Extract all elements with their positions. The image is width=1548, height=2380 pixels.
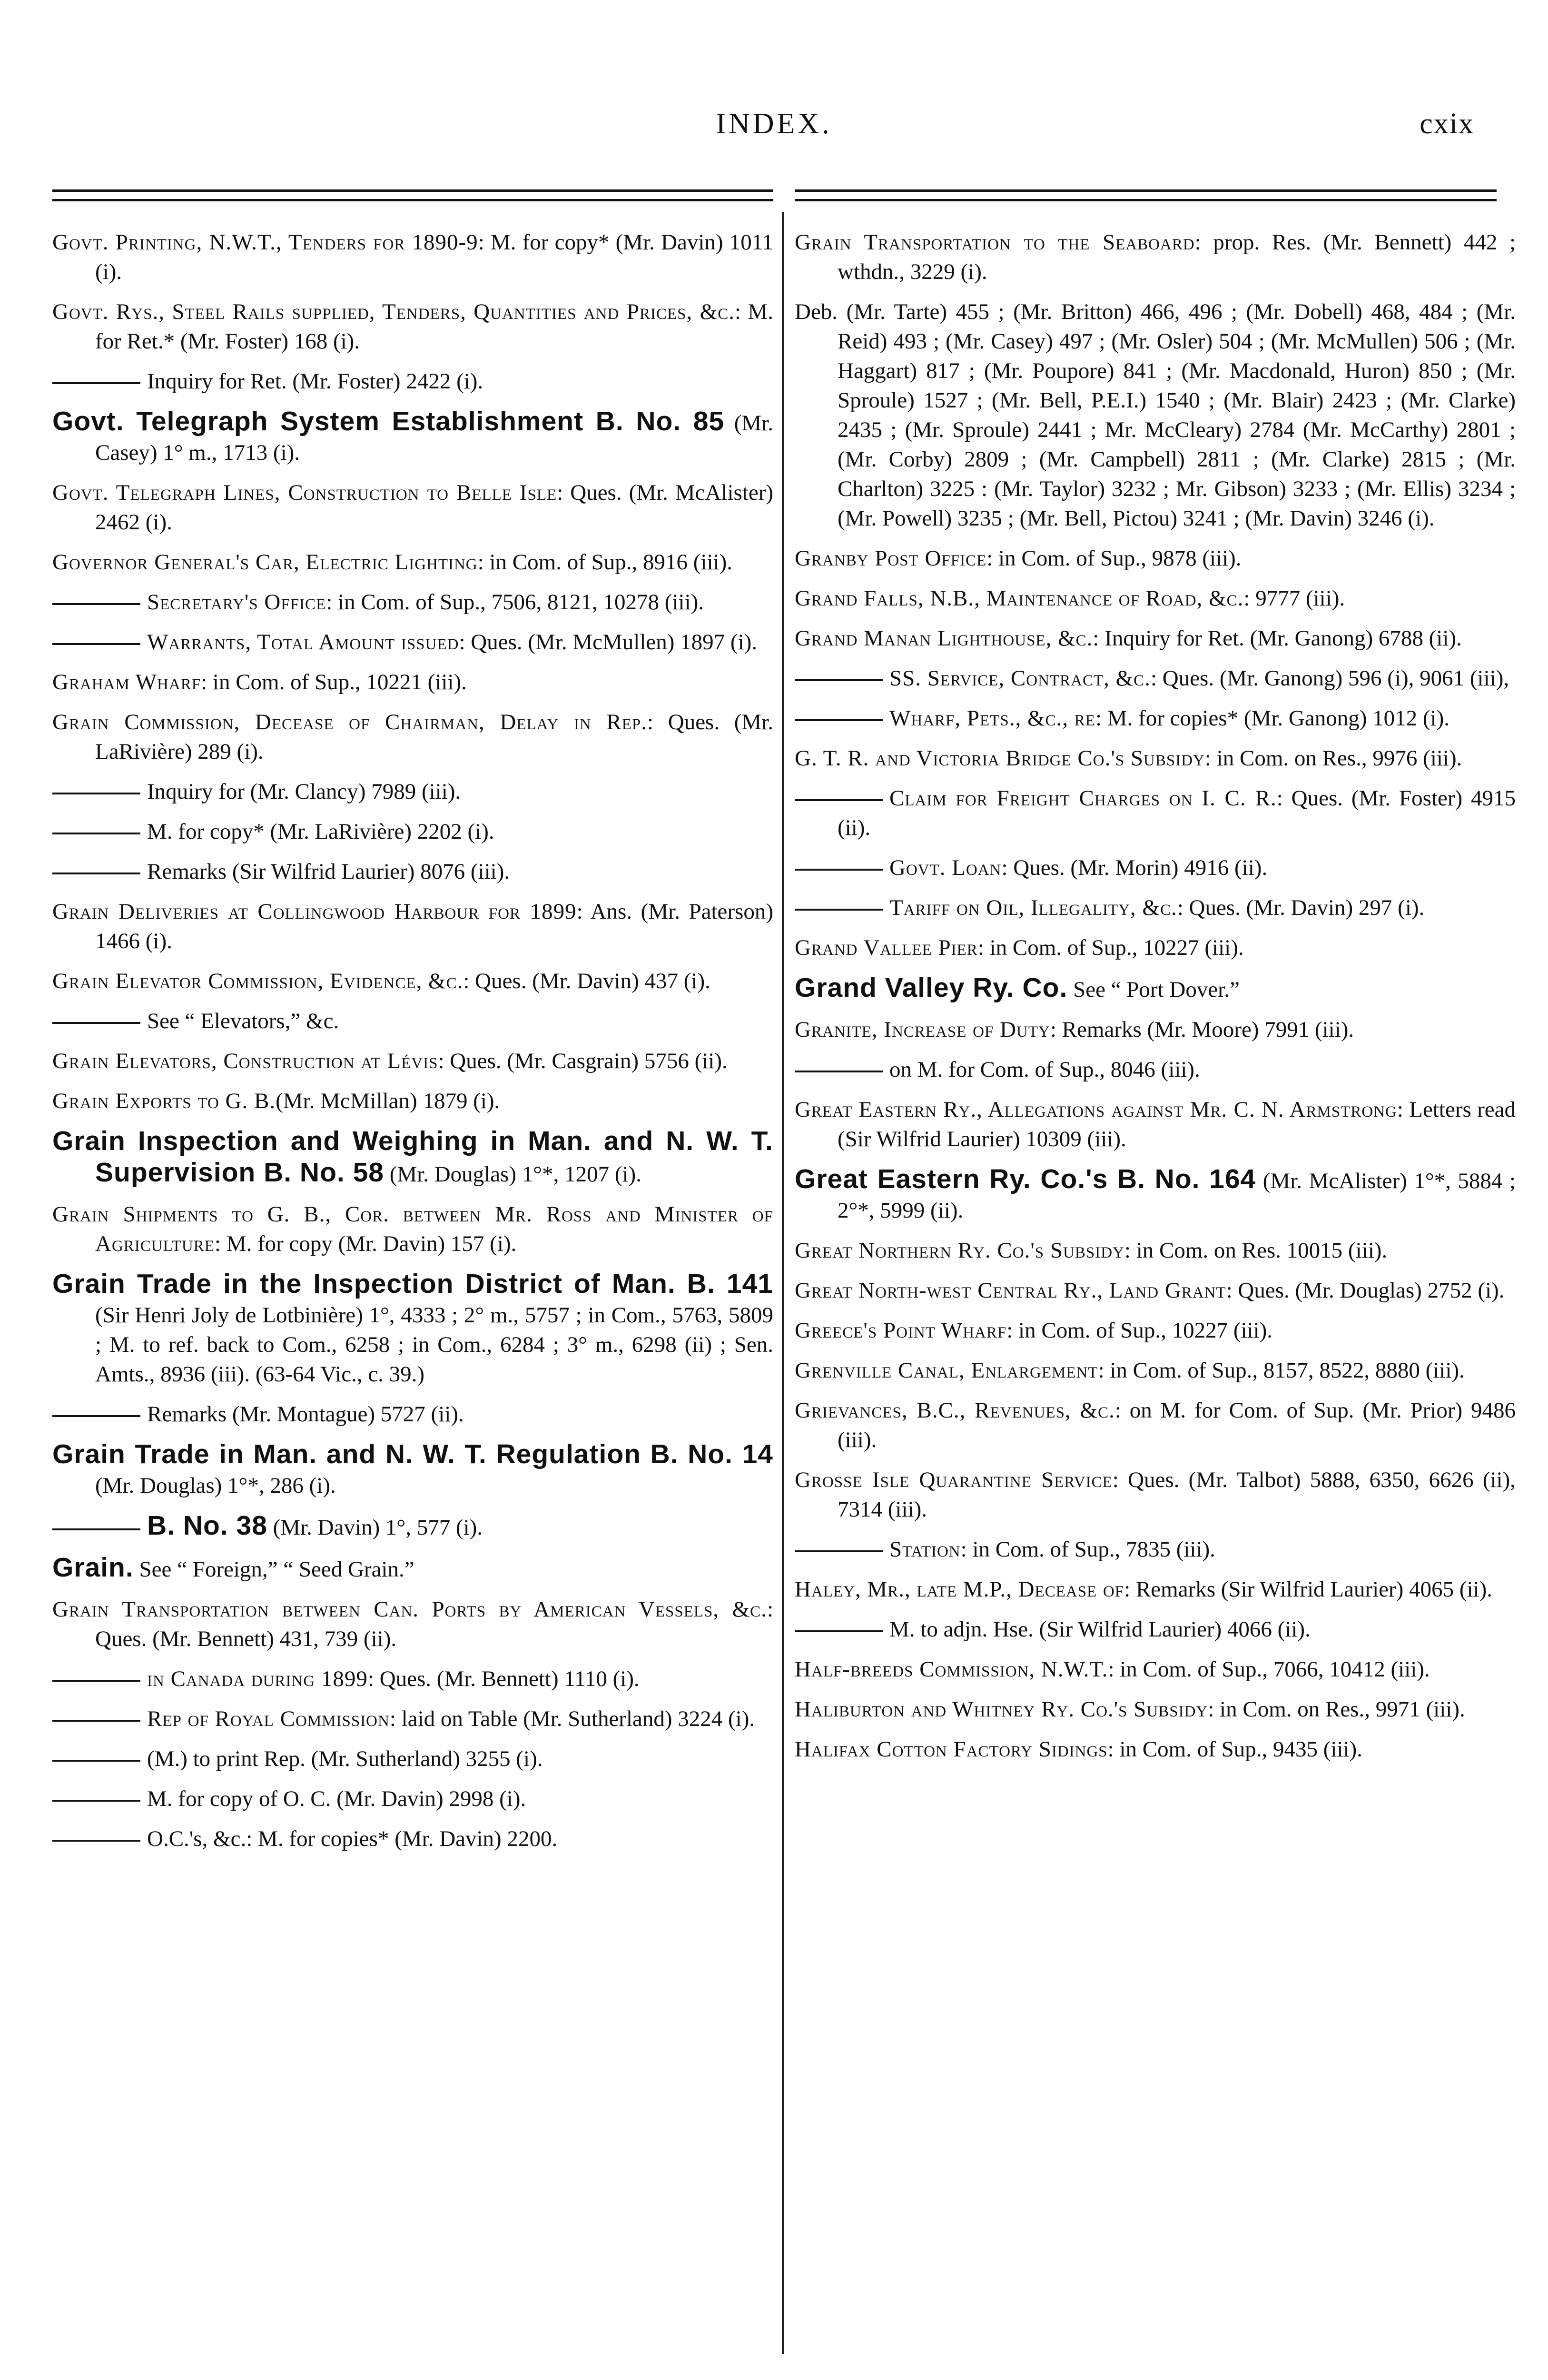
entry-heading: Grain Transportation to the Seaboard [795,230,1195,255]
index-entry [795,1655,1516,1684]
entry-references: : in Com. of Sup., 9878 (iii). [986,546,1242,571]
entry-heading: B. No. 38 [147,1510,267,1541]
ditto-dash [52,1680,140,1682]
entry-heading: Granby Post Office [795,546,987,571]
ditto-dash [52,603,140,605]
entry-references: : Ques. (Mr. McMullen) 1897 (i). [459,630,758,654]
entry-references: : in Com. of Sup., 7835 (iii). [960,1537,1215,1562]
ditto-dash [52,873,140,874]
entry-references: (Mr. McMillan) 1879 (i). [276,1089,500,1113]
entry-references: See “ Foreign,” “ Seed Grain.” [139,1557,414,1582]
left-column [52,228,773,1864]
index-entry [52,897,773,956]
entry-references: M. for copy* (Mr. LaRivière) 2202 (i). [147,819,494,844]
entry-heading: Grievances, B.C., Revenues, &c. [795,1398,1115,1423]
ditto-dash [795,799,883,801]
ditto-dash [795,1071,883,1072]
index-entry [52,1046,773,1076]
index-entry [52,478,773,537]
page-title: INDEX. [716,108,832,140]
index-entry [52,817,773,846]
index-entry [795,1236,1516,1265]
entry-heading: Grosse Isle Quarantine Service [795,1468,1113,1492]
index-entry [795,933,1516,962]
index-entry [795,744,1516,773]
entry-references: : Ans. (Mr. Paterson) 1466 (i). [95,899,774,953]
ditto-dash [52,1800,140,1802]
entry-heading: Grain Trade in the Inspection District of Man. B. 141 [52,1269,773,1299]
ditto-dash [52,833,140,834]
entry-references: Deb. (Mr. Tarte) 455 ; (Mr. Britton) 466, 496 ; (Mr. Dobell) 468, 484 ; (Mr. Reid) 493 ; (Mr. Casey) 497 ; (Mr. Osler) 504 ; (Mr. McMullen) 506 ; (Mr. Haggart) 817 ; (Mr. Poupore) 841 ; (Mr. Macdonald, Huron) 850 ; (Mr. Sproule) 1527 ; (Mr. Bell, P.E.I.) 1540 ; (Mr. Blair) 2423 ; (Mr. Clarke) 2435 ; (Mr. Sproule) 2441 ; Mr. McCleary) 2784 (Mr. McCarthy) 2801 ; (Mr. Corby) 2809 ; (Mr. Campbell) 2811 ; (Mr. Clarke) 2815 ; (Mr. Charlton) 3225 : (Mr. Taylor) 3232 ; Mr. Gibson) 3233 ; (Mr. Ellis) 3234 ; (Mr. Powell) 3235 ; (Mr. Bell, Pictou) 3241 ; (Mr. Davin) 3246 (i). [795,299,1516,531]
entry-references: : Ques. (Mr. Bennett) 431, 739 (ii). [95,1597,773,1651]
entry-heading: Haliburton and Whitney Ry. Co.'s Subsidy [795,1697,1208,1722]
entry-references: (M.) to print Rep. (Mr. Sutherland) 3255 (i). [147,1746,543,1771]
entry-heading: Rep of Royal Commission [147,1706,390,1731]
entry-heading: Great Eastern Ry., Allegations against Mr. C. N. Armstrong [795,1097,1397,1122]
page-number: cxix [1420,108,1474,140]
index-entry [52,1200,773,1259]
index-entry [795,1276,1516,1305]
entry-heading: Grand Falls, N.B., Maintenance of Road, &c. [795,586,1244,611]
index-entry [52,547,773,577]
header-rule-left [52,189,773,192]
index-entry [52,297,773,356]
entry-references: : Ques. (Mr. Casgrain) 5756 (ii). [438,1049,728,1073]
index-entry [52,1511,773,1542]
entry-references: : in Com. of Sup., 7506, 8121, 10278 (iii). [326,590,704,615]
entry-references: (Mr. Douglas) 1°*, 1207 (i). [389,1162,641,1187]
index-entry [795,1055,1516,1084]
entry-references: : Ques. (Mr. Ganong) 596 (i), 9061 (iii), [1150,666,1509,691]
entry-references: : in Com. on Res., 9976 (iii). [1204,746,1462,771]
index-entry [52,1595,773,1654]
entry-references: : in Com. on Res., 9971 (iii). [1208,1697,1465,1722]
entry-heading: Grain Exports to G. B. [52,1089,276,1113]
index-entry [52,1126,773,1189]
index-entry [52,228,773,287]
index-entry [52,667,773,697]
index-entry [795,704,1516,733]
index-entry [795,1164,1516,1225]
entry-heading: Secretary's Office [147,590,326,615]
ditto-dash [52,382,140,384]
index-entry [795,783,1516,843]
entry-heading: Grenville Canal, Enlargement [795,1358,1098,1383]
index-entry [52,1664,773,1694]
entry-references: : Ques. (Mr. Bennett) 1110 (i). [367,1666,640,1691]
entry-references: (Mr. McAlister) 1°*, 5884 ; 2°*, 5999 (ii). [838,1169,1516,1223]
index-entry [795,624,1516,653]
entry-heading: Tariff on Oil, Illegality, &c. [889,895,1177,920]
entry-references: : in Com. of Sup., 10227 (iii). [977,935,1244,960]
ditto-dash [52,643,140,645]
entry-references: : in Com. of Sup., 10227 (iii). [1006,1318,1273,1343]
index-entry [795,1695,1516,1724]
entry-heading: SS. Service, Contract, &c. [889,666,1151,691]
index-entry [52,627,773,657]
ditto-dash [795,869,883,871]
entry-references: : Remarks (Mr. Moore) 7991 (iii). [1050,1017,1354,1042]
entry-heading: Station [889,1537,961,1562]
entry-heading: Grain Trade in Man. and N. W. T. Regulation B. No. 14 [52,1439,773,1469]
index-entry [52,707,773,766]
entry-references: (Mr. Casey) 1° m., 1713 (i). [95,411,774,465]
entry-references: : Ques. (Mr. Talbot) 5888, 6350, 6626 (ii), 7314 (iii). [838,1468,1516,1522]
ditto-dash [52,1415,140,1417]
entry-heading: Grain Shipments to G. B., Cor. between Mr. Ross and Minister of Agriculture [52,1202,773,1256]
ditto-dash [795,679,883,681]
entry-references: : M. for copy* (Mr. Davin) 1011 (i). [95,230,773,284]
entry-references: : in Com. of Sup., 8157, 8522, 8880 (iii). [1098,1358,1465,1383]
entry-references: Remarks (Sir Wilfrid Laurier) 8076 (iii). [147,859,510,884]
entry-references: : Ques. (Mr. McAlister) 2462 (i). [95,480,774,535]
index-entry [795,228,1516,287]
index-entry [795,584,1516,613]
entry-references: : Letters read (Sir Wilfrid Laurier) 10309 (iii). [838,1097,1516,1151]
index-entry [795,297,1516,533]
entry-heading: Great North-west Central Ry., Land Grant [795,1278,1226,1303]
index-entry [795,1575,1516,1604]
entry-references: : 9777 (iii). [1243,586,1345,611]
entry-heading: Grand Valley Ry. Co. [795,972,1068,1003]
right-column [795,228,1516,1775]
entry-heading: Greece's Point Wharf [795,1318,1007,1343]
index-entry [52,1704,773,1734]
entry-references: : in Com. of Sup., 10221 (iii). [201,670,467,694]
index-entry [52,407,773,467]
entry-references: (Mr. Davin) 1°, 577 (i). [273,1515,483,1540]
ditto-dash [795,1550,883,1552]
entry-heading: in Canada during 1899 [147,1666,368,1691]
entry-references: : Ques. (Mr. Foster) 4915 (ii). [838,786,1516,840]
header-rule-right-lower [795,199,1497,201]
entry-heading: Great Eastern Ry. Co.'s B. No. 164 [795,1164,1256,1194]
entry-references: : Ques. (Mr. Morin) 4916 (ii). [1001,855,1268,880]
entry-references: O.C.'s, &c.: M. for copies* (Mr. Davin) 2200. [147,1826,558,1851]
ditto-dash [52,793,140,794]
entry-heading: Govt. Telegraph System Establishment B. No. 85 [52,406,725,436]
entry-references: : M. for Ret.* (Mr. Foster) 168 (i). [95,299,773,354]
index-entry [52,857,773,886]
entry-references: : Ques. (Mr. Davin) 297 (i). [1177,895,1425,920]
ditto-dash [52,1720,140,1722]
entry-references: : Ques. (Mr. LaRivière) 289 (i). [95,710,774,764]
index-entry [52,1824,773,1854]
entry-references: : in Com. of Sup., 9435 (iii). [1107,1737,1362,1762]
entry-heading: Wharf, Pets., &c., re [889,706,1095,731]
ditto-dash [795,909,883,911]
entry-references: : Ques. (Mr. Davin) 437 (i). [463,969,710,993]
ditto-dash [795,719,883,721]
index-entry [795,1356,1516,1385]
entry-references: Remarks (Mr. Montague) 5727 (ii). [147,1402,464,1427]
index-entry [52,1399,773,1429]
entry-heading: Govt. Telegraph Lines, Construction to Belle Isle [52,480,557,505]
header-rule-left-lower [52,199,773,201]
index-entry [52,367,773,396]
index-entry [795,1316,1516,1345]
entry-heading: Grain Elevators, Construction at Lévis [52,1049,438,1073]
index-entry [52,1784,773,1814]
entry-heading: Warrants, Total Amount issued [147,630,459,654]
entry-heading: Govt. Loan [889,855,1002,880]
index-entry [795,544,1516,573]
entry-heading: Grand Manan Lighthouse, &c. [795,626,1093,651]
ditto-dash [795,1630,883,1632]
index-entry [52,966,773,996]
index-entry [795,1535,1516,1564]
entry-heading: Great Northern Ry. Co.'s Subsidy [795,1238,1124,1263]
entry-references: : in Com. on Res. 10015 (iii). [1124,1238,1388,1263]
entry-references: Inquiry for (Mr. Clancy) 7989 (iii). [147,779,461,804]
entry-heading: Governor General's Car, Electric Lighting [52,550,478,575]
index-entry [52,777,773,806]
entry-heading: Grain Transportation between Can. Ports by American Vessels, &c. [52,1597,767,1622]
index-entry [795,1396,1516,1455]
index-entry [795,664,1516,693]
entry-heading: G. T. R. and Victoria Bridge Co.'s Subsidy [795,746,1205,771]
entry-heading: Govt. Printing, N.W.T., Tenders for 1890-9 [52,230,478,255]
index-entry [795,1015,1516,1044]
entry-references: : M. for copy (Mr. Davin) 157 (i). [214,1231,517,1256]
entry-heading: Half-breeds Commission, N.W.T. [795,1657,1108,1682]
ditto-dash [52,1528,140,1530]
entry-references: See “ Elevators,” &c. [147,1009,339,1033]
ditto-dash [52,1840,140,1842]
entry-references: : laid on Table (Mr. Sutherland) 3224 (i). [389,1706,755,1731]
entry-references: (Sir Henri Joly de Lotbinière) 1°, 4333 ; 2° m., 5757 ; in Com., 5763, 5809 ; M. to ref. back to Com., 6258 ; in Com., 6284 ; 3° m., 6298 (ii) ; Sen. Amts., 8936 (iii). (63-64 Vic., c. 39.) [95,1303,773,1387]
entry-references: (Mr. Douglas) 1°*, 286 (i). [95,1473,336,1498]
entry-heading: Haley, Mr., late M.P., Decease of [795,1577,1124,1602]
index-entry [795,853,1516,883]
entry-heading: Grain. [52,1552,134,1583]
index-entry [52,1744,773,1774]
entry-heading: Grain Elevator Commission, Evidence, &c. [52,969,463,993]
entry-heading: Graham Wharf [52,670,201,694]
entry-heading: Grain Deliveries at Collingwood Harbour for 1899 [52,899,577,924]
entry-references: Inquiry for Ret. (Mr. Foster) 2422 (i). [147,369,483,394]
index-entry [52,1553,773,1584]
entry-heading: Halifax Cotton Factory Sidings [795,1737,1108,1762]
index-entry [52,1439,773,1500]
index-entry [795,1465,1516,1524]
entry-references: : Remarks (Sir Wilfrid Laurier) 4065 (ii). [1124,1577,1492,1602]
ditto-dash [52,1760,140,1762]
index-entry [795,973,1516,1004]
index-entry [795,893,1516,922]
ditto-dash [52,1022,140,1024]
entry-heading: Granite, Increase of Duty [795,1017,1050,1042]
header-rule-right [795,189,1497,192]
index-entry [52,1086,773,1116]
entry-references: : prop. Res. (Mr. Bennett) 442 ; wthdn., 3229 (i). [838,230,1516,284]
index-entry [795,1095,1516,1154]
entry-heading: Grain Inspection and Weighing in Man. and N. W. T. Supervision B. No. 58 [52,1126,773,1188]
entry-heading: Claim for Freight Charges on I. C. R. [889,786,1277,811]
entry-references: : in Com. of Sup., 8916 (iii). [477,550,732,575]
entry-references: : Inquiry for Ret. (Mr. Ganong) 6788 (ii). [1093,626,1462,651]
entry-references: M. to adjn. Hse. (Sir Wilfrid Laurier) 4066 (ii). [889,1617,1311,1642]
entry-heading: Grain Commission, Decease of Chairman, Delay in Rep. [52,710,648,734]
entry-references: M. for copy of O. C. (Mr. Davin) 2998 (i). [147,1786,526,1811]
index-entry [52,1269,773,1389]
entry-references: See “ Port Dover.” [1073,977,1240,1002]
entry-heading: Grand Vallee Pier [795,935,978,960]
column-divider [782,212,784,2354]
entry-heading: Govt. Rys., Steel Rails supplied, Tenders, Quantities and Prices, &c. [52,299,735,324]
entry-references: : in Com. of Sup., 7066, 10412 (iii). [1108,1657,1430,1682]
index-entry [52,587,773,617]
entry-references: : on M. for Com. of Sup. (Mr. Prior) 9486 (iii). [838,1398,1516,1452]
index-entry [52,1006,773,1036]
index-entry [795,1615,1516,1644]
entry-references: on M. for Com. of Sup., 8046 (iii). [889,1057,1200,1082]
entry-references: : Ques. (Mr. Douglas) 2752 (i). [1226,1278,1505,1303]
entry-references: : M. for copies* (Mr. Ganong) 1012 (i). [1095,706,1449,731]
index-entry [795,1735,1516,1764]
